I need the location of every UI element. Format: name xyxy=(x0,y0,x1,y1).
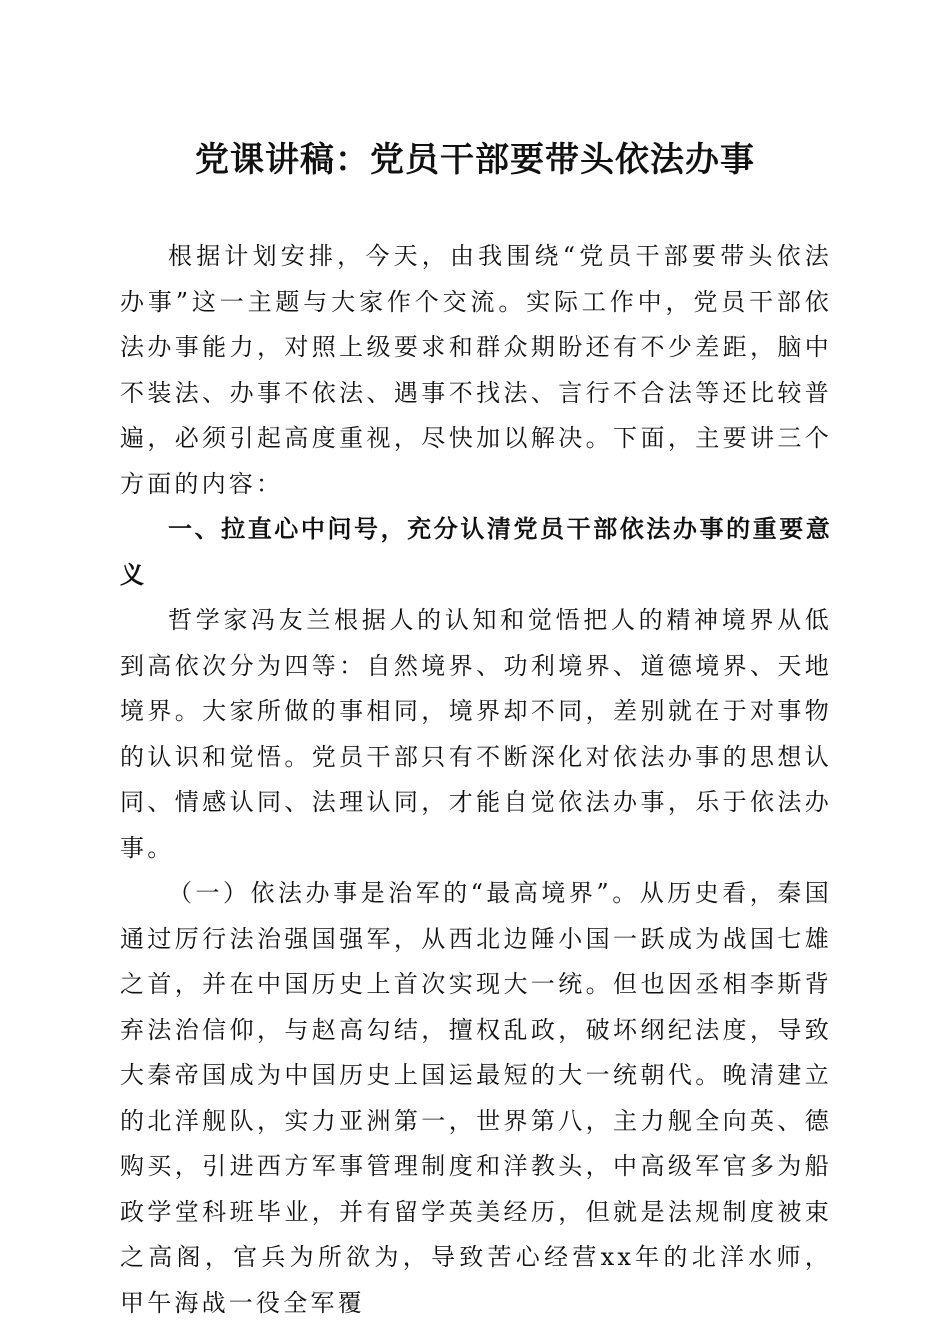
body-paragraph: （一）依法办事是治军的“最高境界”。从历史看，秦国通过厉行法治强国强军，从西北边陲小国一跃成为战国七雄之首，并在中国历史上首次实现大一统。但也因丞相李斯背弃法治信仰，与赵高勾结，擅权乱政，破坏纲纪法度，导致大秦帝国成为中国历史上国运最短的大一统朝代。晚清建立的北洋舰队，实力亚洲第一，世界第八，主力舰全向英、德购买，引进西方军事管理制度和洋教头，中高级军官多为船政学堂科班毕业，并有留学英美经历，但就是法规制度被束之高阁，官兵为所欲为，导致苦心经营xx年的北洋水师，甲午海战一役全军覆 xyxy=(120,879,832,1317)
document-body xyxy=(120,234,832,1326)
body-paragraph: 哲学家冯友兰根据人的认知和觉悟把人的精神境界从低到高依次分为四等：自然境界、功利境界、道德境界、天地境界。大家所做的事相同，境界却不同，差别就在于对事物的认识和觉悟。党员干部只有不断深化对依法办事的思想认同、情感认同、法理认同，才能自觉依法办事，乐于依法办事。 xyxy=(120,606,832,862)
intro-paragraph: 根据计划安排，今天，由我围绕“党员干部要带头依法办事”这一主题与大家作个交流。实际工作中，党员干部依法办事能力，对照上级要求和群众期盼还有不少差距，脑中不装法、办事不依法、遇事不找法、言行不合法等还比较普遍，必须引起高度重视，尽快加以解决。下面，主要讲三个方面的内容： xyxy=(120,242,832,498)
section-heading: 一、拉直心中问号，充分认清党员干部依法办事的重要意义 xyxy=(120,515,832,589)
document-title: 党课讲稿：党员干部要带头依法办事 xyxy=(195,140,755,180)
